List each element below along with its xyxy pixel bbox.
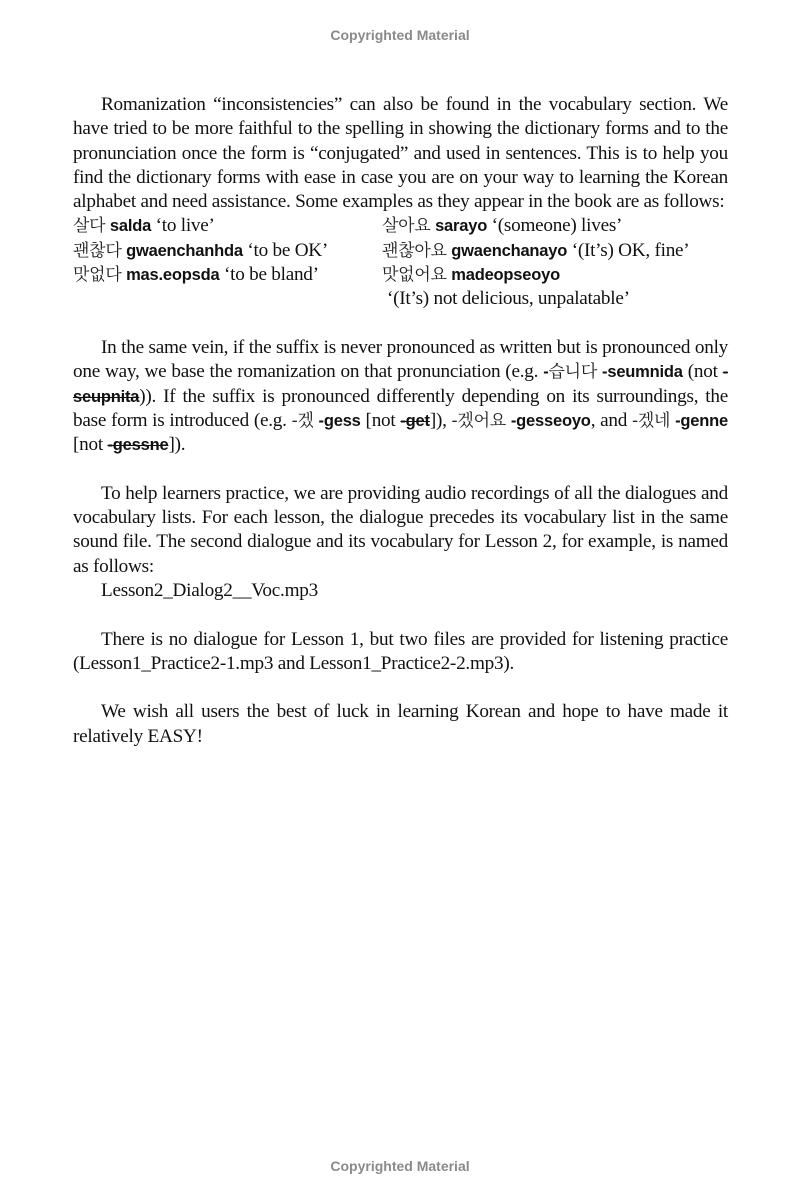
text-run: ]), bbox=[429, 409, 452, 431]
romanization: -gess bbox=[318, 411, 361, 430]
paragraph-suffix bbox=[73, 336, 728, 457]
romanization: -gesseoyo bbox=[510, 411, 591, 430]
korean-text: -겠네 bbox=[631, 410, 671, 431]
struck-romanization: -get bbox=[400, 411, 430, 430]
romanization: - bbox=[543, 363, 549, 382]
page-body bbox=[73, 93, 728, 749]
example-row-3-left: 맛없다 mas.eopsda ‘to be bland’ bbox=[73, 264, 319, 286]
text-run: (not bbox=[682, 361, 723, 383]
examples-grid bbox=[73, 214, 728, 311]
text-run: In the same vein, if the suffix is never pronounced as written but is pronounced only one way, we base the romanization on that pronunciation (e.g. bbox=[73, 336, 728, 383]
example-row-3-right: 맛없어요 madeopseoyo bbox=[382, 265, 560, 286]
copyright-watermark-top: Copyrighted Material bbox=[330, 27, 470, 43]
audio-filename: Lesson2_Dialog2__Voc.mp3 bbox=[101, 579, 318, 601]
text-run: ]). bbox=[168, 434, 186, 456]
example-row-3-continuation: ‘(It’s) not delicious, unpalatable’ bbox=[387, 288, 630, 310]
paragraph-closing: We wish all users the best of luck in learning Korean and hope to have made it relatively EASY! bbox=[73, 701, 728, 747]
romanization: -genne bbox=[675, 411, 729, 430]
example-row-1-left: 살다 salda ‘to live’ bbox=[73, 215, 215, 237]
text-run: [not bbox=[360, 409, 401, 431]
struck-romanization: -seupnita bbox=[73, 363, 729, 406]
text-run: [not bbox=[73, 434, 108, 456]
paragraph-romanization: Romanization “inconsistencies” can also be found in the vocabulary section. We have tried to be more faithful to the spelling in showing the dictionary forms and to the pronunciation once the form is “conjugated” and used in sentences. This is to help you find the dictionary forms with ease in case you are on your way to learning the Korean alphabet and need assistance. Some examples as they appear in the book are as follows: bbox=[73, 94, 728, 213]
example-row-2-right: 괜찮아요 gwaenchanayo ‘(It’s) OK, fine’ bbox=[382, 239, 690, 261]
korean-text: -겠어요 bbox=[451, 410, 506, 431]
struck-romanization: -gessne bbox=[107, 436, 169, 455]
paragraph-audio: To help learners practice, we are providing audio recordings of all the dialogues and vocabulary lists. For each lesson, the dialogue precedes its vocabulary list in the same sound file. The second dialogue and its vocabulary for Lesson 2, for example, is named as follows: bbox=[73, 482, 728, 577]
copyright-watermark-bottom: Copyrighted Material bbox=[330, 1158, 470, 1174]
example-row-2-left: 괜찮다 gwaenchanhda ‘to be OK’ bbox=[73, 239, 329, 261]
korean-text: 습니다 bbox=[548, 362, 598, 383]
paragraph-lesson1: There is no dialogue for Lesson 1, but two files are provided for listening practice (Lesson1_Practice2-1.mp3 and Lesson1_Practice2-2.mp3). bbox=[73, 628, 728, 674]
text-run: )). If the suffix is pronounced differently depending on its surroundings, the base form is introduced (e.g. bbox=[73, 385, 728, 431]
korean-text: -겠 bbox=[291, 410, 314, 431]
text-run: , and bbox=[590, 409, 632, 431]
example-row-1-right: 살아요 sarayo ‘(someone) lives’ bbox=[382, 215, 623, 237]
romanization: -seumnida bbox=[602, 363, 683, 382]
